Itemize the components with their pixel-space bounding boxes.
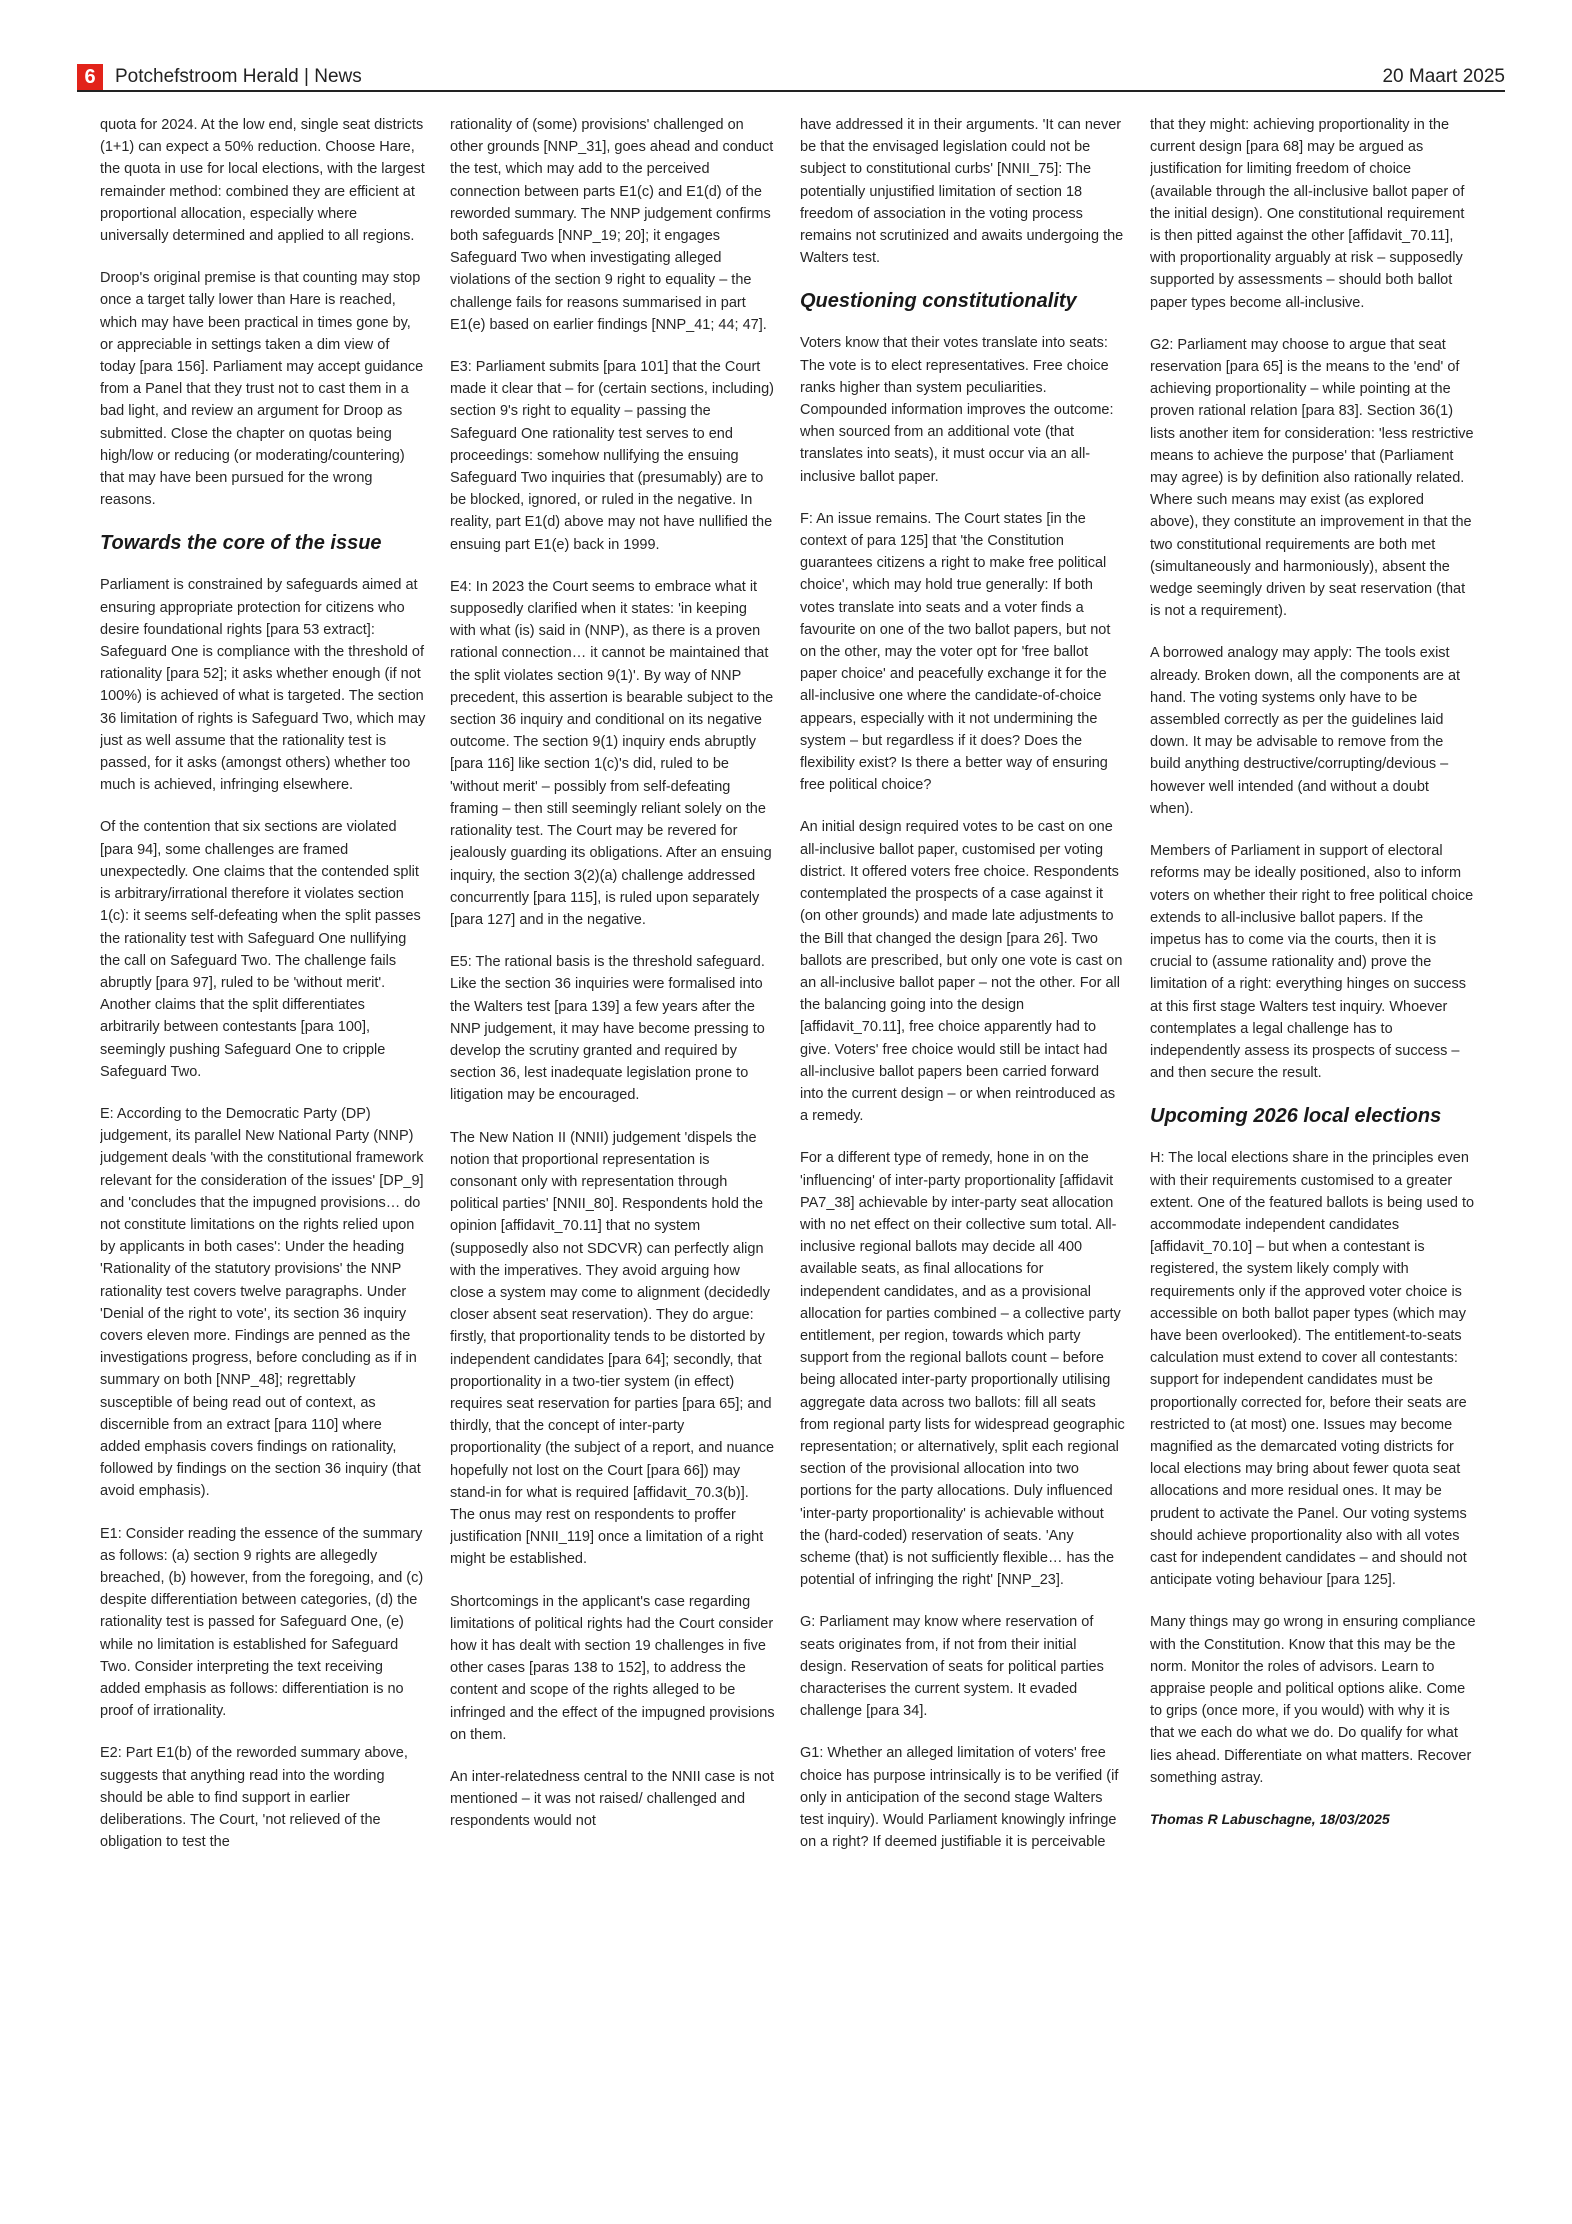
paragraph: Many things may go wrong in ensuring compliance with the Constitution. Know that this may be the norm. Monitor the roles of advisors. Learn to appraise people and political options alike. Come to grips (once more, if you would) with why it is that we each do what we do. Do qualify for what lies ahead. Differentiate on what matters. Recover something astray. — [1150, 1614, 1476, 1786]
paragraph: An initial design required votes to be cast on one all-inclusive ballot paper, customised per voting district. It offered voters free choice. Respondents contemplated the prospects of a case against it (on other grounds) and made late adjustments to the Bill that changed the design [para 26]. Two ballots are prescribed, but only one vote is cast on an all-inclusive ballot paper – not the other. For all the balancing going into the design [affidavit_70.11], free choice apparently had to give. Voters' free choice would still be intact had all-inclusive ballot papers been carried forward into the current design – or when reintroduced as a remedy. — [800, 819, 1123, 1125]
paragraph: E1: Consider reading the essence of the summary as follows: (a) section 9 rights are allegedly breached, (b) however, from the foregoing, and (c) despite differentiation between categories, (d) the rationality test is passed for Safeguard One, (e) while no limitation is established for Safeguard Two. Consider interpreting the text receiving added emphasis as follows: differentiation is no proof of irrationality. — [100, 1525, 424, 1720]
page-number: 6 — [77, 64, 103, 90]
column-2 — [450, 114, 776, 2194]
article-body — [100, 114, 1508, 2194]
issue-date: 20 Maart 2025 — [1382, 66, 1505, 87]
paragraph: E4: In 2023 the Court seems to embrace what it supposedly clarified when it states: 'in keeping with what (is) said in (NNP), as there is a proven rational connection… it cannot be maintained that the split violates section 9(1)'. By way of NNP precedent, this assertion is bearable subject to the section 36 inquiry and conditional on its negative outcome. The section 9(1) inquiry ends abruptly [para 116] like section 1(c)'s did, ruled to be 'without merit' – possibly from self-defeating framing – then still seemingly reliant solely on the rationality test. The Court may be revered for jealously guarding its obligations. After an ensuing inquiry, the section 3(2)(a) challenge addressed concurrently [para 115], is ruled upon separately [para 127] and in the negative. — [450, 578, 774, 928]
paragraph: Droop's original premise is that counting may stop once a target tally lower than Hare is reached, which may have been practical in times gone by, or appreciable in settings taken a dim view of today [para 156]. Parliament may accept guidance from a Panel that they trust not to cast them in a bad light, and review an argument for Droop as submitted. Close the chapter on quotas being high/low or reducing (or moderating/countering) that may have been pursued for the wrong reasons. — [100, 270, 424, 509]
paragraph: G1: Whether an alleged limitation of voters' free choice has purpose intrinsically is to be verified (if only in anticipation of the second stage Walters test inquiry). Would Parliament knowingly infringe on a right? If deemed justifiable it is perceivable — [800, 1745, 1119, 1851]
paragraph: E5: The rational basis is the threshold safeguard. Like the section 36 inquiries were formalised into the Walters test [para 139] a few years after the NNP judgement, it may have become pressing to develop the scrutiny granted and required by section 36, lest inadequate legislation prone to litigation may be encouraged. — [450, 954, 765, 1104]
paragraph: E3: Parliament submits [para 101] that the Court made it clear that – for (certain sections, including) section 9's right to equality – passing the Safeguard One rationality test serves to end proceedings: somehow nullifying the ensuing Safeguard Two inquiries that (presumably) are to be blocked, ignored, or ruled in the negative. In reality, part E1(d) above may not have nullified the ensuing part E1(e) back in 1999. — [450, 359, 774, 553]
paragraph: For a different type of remedy, hone in on the 'influencing' of inter-party proportionality [affidavit PA7_38] achievable by inter-party seat allocation with no net effect on their collective sum total. All-inclusive regional ballots may decide all 400 available seats, as final allocations for independent candidates, and as a provisional allocation for parties combined – a collective party entitlement, per region, towards which party support from the regional ballots count – before being allocated inter-party proportionally utilising aggregate data across two ballots: fill all seats from regional party lists for widespread geographic representation; or alternatively, split each regional section of the provisional allocation into two portions for the party allocations. Duly influenced 'inter-party proportionality' is achievable without the (hard-coded) reservation of seats. 'Any scheme (that) is not sufficiently flexible… has the potential of infringing the right' [NNP_23]. — [800, 1150, 1125, 1589]
column-3 — [800, 114, 1126, 2194]
paragraph: An inter-relatedness central to the NNII case is not mentioned – it was not raised/ challenged and respondents would not — [450, 1769, 774, 1830]
section-heading: Upcoming 2026 local elections — [1150, 1105, 1442, 1128]
paragraph: Members of Parliament in support of electoral reforms may be ideally positioned, also to inform voters on whether their right to free political choice extends to all-inclusive ballot papers. If the impetus has to come via the courts, then it is crucial to (assume rationality and) prove the limitation of a right: everything hinges on success at this first stage Walters test inquiry. Whoever contemplates a legal challenge has to independently assess its prospects of success – and then secure the result. — [1150, 843, 1474, 1082]
paragraph: that they might: achieving proportionality in the current design [para 68] may be argued as justification for limiting freedom of choice (available through the all-inclusive ballot paper of the initial design). One constitutional requirement is then pitted against the other [affidavit_70.11], with proportionality arguably at risk – supposedly supported by assessments – should both ballot paper types become all-inclusive. — [1150, 117, 1465, 311]
paragraph: Of the contention that six sections are violated [para 94], some challenges are framed unexpectedly. One claims that the contended split is arbitrary/irrational therefore it violates section 1(c): it seems self-defeating when the split passes the rationality test with Safeguard One nullifying the call on Safeguard Two. The challenge fails abruptly [para 97], ruled to be 'without merit'. Another claims that the split differentiates arbitrarily between contestants [para 100], seemingly pushing Safeguard One to cripple Safeguard Two. — [100, 819, 421, 1080]
column-4 — [1150, 114, 1476, 2194]
paragraph: Shortcomings in the applicant's case regarding limitations of political rights had the Court consider how it has dealt with section 19 challenges in five other cases [paras 138 to 152], to address the content and scope of the rights alleged to be infringed and the effect of the impugned provisions on them. — [450, 1593, 775, 1743]
publication-name: Potchefstroom Herald | News — [115, 66, 362, 87]
paragraph: G: Parliament may know where reservation of seats originates from, if not from their initial design. Reservation of seats for political parties characterises the current system. It evaded challenge [para 34]. — [800, 1614, 1104, 1720]
paragraph: E: According to the Democratic Party (DP) judgement, its parallel New National Party (NNP) judgement deals 'with the constitutional framework relevant for the consideration of the issues' [DP_9] and 'concludes that the impugned provisions… do not constitute limitations on the rights relied upon by applicants in both cases': Under the heading 'Rationality of the statutory provisions' the NNP rationality test covers twelve paragraphs. Under 'Denial of the right to vote', its section 36 inquiry covers eleven more. Findings are penned as the investigations progress, before concluding as if in summary on both [NNP_48]; regrettably susceptible of being read out of context, as discernible from an extract [para 110] where added emphasis covers findings on rationality, followed by findings on the section 36 inquiry (that avoid emphasis). — [100, 1105, 424, 1500]
page-header — [77, 64, 1505, 92]
paragraph: Voters know that their votes translate into seats: The vote is to elect representatives. Free choice ranks higher than system peculiarities. Compounded information improves the outcome: when sourced from an additional vote (that translates into seats), it must occur via an all-inclusive ballot paper. — [800, 335, 1114, 485]
paragraph: Parliament is constrained by safeguards aimed at ensuring appropriate protection for citizens who desire foundational rights [para 53 extract]: Safeguard One is compliance with the threshold of rationality [para 52]; it asks whether enough (if not 100%) is achieved of what is targeted. The section 36 limitation of rights is Safeguard Two, which may just as well assume that the rationality test is passed, for it asks (amongst others) whether too much is achieved, infringing elsewhere. — [100, 577, 426, 794]
section-heading: Towards the core of the issue — [100, 532, 382, 555]
paragraph: H: The local elections share in the principles even with their requirements customised to a greater extent. One of the featured ballots is being used to accommodate independent candidates [affidavit_70.10] – but when a contestant is registered, the system likely comply with requirements only if the approved voter choice is accessible on both ballot paper types (which may have been overlooked). The entitlement-to-seats calculation must extend to cover all contestants: support for independent candidates must be proportionally corrected for, before their seats are restricted to (at most) one. Issues may become magnified as the demarcated voting districts for local elections may bring about fewer quota seat allocations and more residual ones. It may be prudent to activate the Panel. Our voting systems should achieve proportionality also with all votes cast for independent candidates – and should not anticipate voting behaviour [para 125]. — [1150, 1150, 1475, 1589]
author-byline: Thomas R Labuschagne, 18/03/2025 — [1150, 1811, 1390, 1828]
paragraph: A borrowed analogy may apply: The tools exist already. Broken down, all the components are at hand. The voting systems only have to be assembled correctly as per the guidelines laid down. It may be advisable to remove from the build anything destructive/corrupting/devious – however well intended (and without a doubt when). — [1150, 645, 1461, 817]
paragraph: The New Nation II (NNII) judgement 'dispels the notion that proportional representation is consonant only with representation through political parties' [NNII_80]. Respondents hold the opinion [affidavit_70.11] that no system (supposedly also not SDCVR) can perfectly align with the imperatives. They avoid arguing how close a system may come to alignment (decidedly closer absent seat reservation). They do argue: firstly, that proportionality tends to be distorted by independent candidates [para 64]; secondly, that proportionality in a two-tier system (in effect) requires seat reservation for parties [para 65]; and thirdly, that the concept of inter-party proportionality (the subject of a report, and nuance hopefully not lost on the Court [para 66]) may stand-in for what is required [affidavit_70.3(b)]. The onus may rest on respondents to proffer justification [NNII_119] once a limitation of a right might be established. — [450, 1129, 775, 1568]
paragraph: rationality of (some) provisions' challenged on other grounds [NNP_31], goes ahead and conduct the test, which may add to the perceived connection between parts E1(c) and E1(d) of the reworded summary. The NNP judgement confirms both safeguards [NNP_19; 20]; it engages Safeguard Two when investigating alleged violations of the section 9 right to equality – the challenge fails for reasons summarised in part E1(e) based on earlier findings [NNP_41; 44; 47]. — [450, 117, 774, 333]
section-heading: Questioning constitutionality — [800, 290, 1077, 313]
paragraph: E2: Part E1(b) of the reworded summary above, suggests that anything read into the wording should be able to find support in earlier deliberations. The Court, 'not relieved of the obligation to test the — [100, 1745, 408, 1851]
paragraph: quota for 2024. At the low end, single seat districts (1+1) can expect a 50% reduction. Choose Hare, the quota in use for local elections, with the largest remainder method: combined they are efficient at proportional allocation, especially where universally determined and applied to all regions. — [100, 117, 425, 245]
paragraph: have addressed it in their arguments. 'It can never be that the envisaged legislation could not be subject to constitutional curbs' [NNII_75]: The potentially unjustified limitation of section 18 freedom of association in the voting process remains not scrutinized and awaits undergoing the Walters test. — [800, 117, 1124, 267]
paragraph: F: An issue remains. The Court states [in the context of para 125] that 'the Constitution guarantees citizens a right to make free political choice', which may hold true generally: If both votes translate into seats and a voter finds a favourite on one of the two ballot papers, but not on the other, may the voter opt for 'free ballot paper choice' and peacefully exchange it for the all-inclusive one where the candidate-of-choice appears, especially with it not undermining the system – but regardless if it does? Does the flexibility exist? Is there a better way of ensuring free political choice? — [800, 510, 1111, 794]
paragraph: G2: Parliament may choose to argue that seat reservation [para 65] is the means to the 'end' of achieving proportionality – while pointing at the proven rational relation [para 83]. Section 36(1) lists another item for consideration: 'less restrictive means to achieve the purpose' that (Parliament may agree) is by definition also rationally related. Where such means may exist (as explored above), they constitute an improvement in that the two constitutional requirements are both met (simultaneously and harmoniously), absent the wedge seemingly driven by seat reservation (that is not a requirement). — [1150, 336, 1474, 620]
column-1 — [100, 114, 426, 2194]
